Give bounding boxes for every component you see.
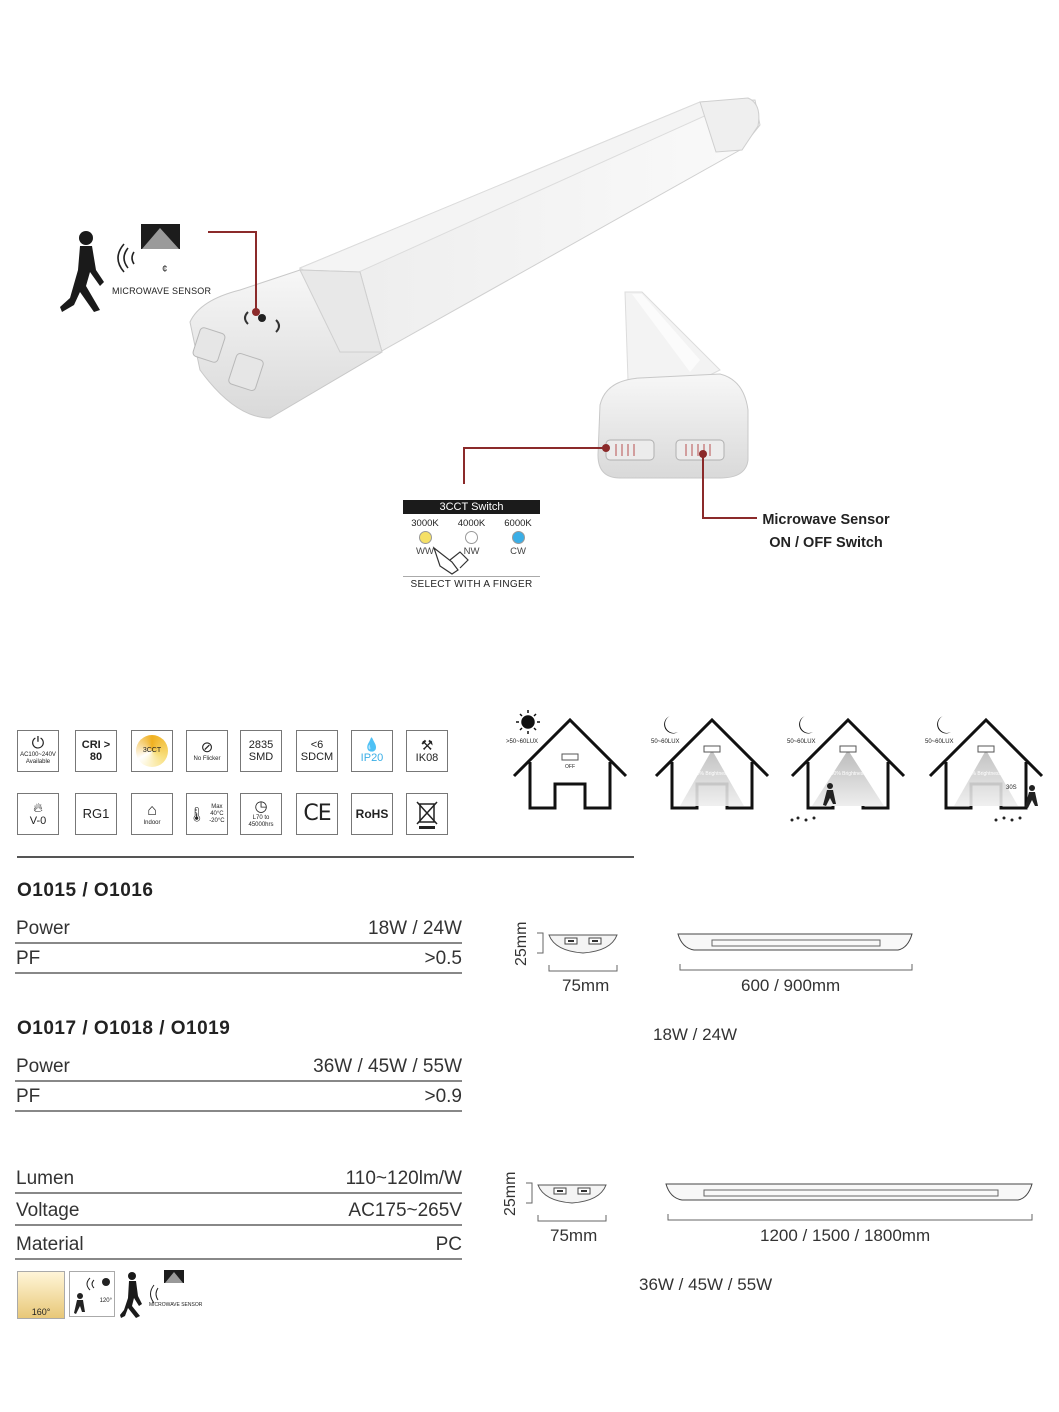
rg1-icon [75,793,117,835]
spec-value: >0.5 [424,948,462,969]
weee-icon [406,793,448,835]
spec-value: 36W / 45W / 55W [313,1056,462,1077]
ww-dot-icon [419,531,432,544]
small-cross-section [535,925,625,975]
smd-text: 2835 SMD [248,739,274,763]
cct-switch-title: 3CCT Switch [403,500,540,514]
large-height-label: 25mm [502,1171,519,1216]
cct-option-cw[interactable] [496,518,540,557]
cct-option-ww[interactable] [403,518,447,557]
sensor-cone-icon [141,224,180,249]
no-flicker-sub: No Flicker [193,755,221,762]
no-flicker-icon: ⊘ No Flicker [186,730,228,772]
scene-night-20 [656,716,768,808]
scene1-state: OFF [565,764,575,770]
scene4-brightness: 20% Brightness [966,771,1002,777]
spec-value: 18W / 24W [368,918,462,939]
microwave-switch-line2: ON / OFF Switch [769,535,883,551]
spec-row [15,942,462,974]
scene2-brightness: 20% Brightness [694,771,730,777]
cct-temp: 3000K [411,518,439,529]
spec-key: PF [16,1086,41,1107]
small-height-label: 25mm [513,921,530,966]
3cct-icon [131,730,173,772]
moon-icon [664,716,678,733]
section-divider [17,856,634,858]
spec-key: Power [16,918,70,939]
large-wattage-label: 36W / 45W / 55W [639,1275,773,1294]
sensor-dot-icon [258,314,266,322]
cct-callout-line [464,448,606,484]
cw-dot-icon [512,531,525,544]
nw-dot-icon [465,531,478,544]
spec-key: Material [16,1234,84,1255]
clock-sub: L70 to 45000hrs [248,815,274,828]
svg-text:¢: ¢ [162,264,168,275]
spec-value: 110~120lm/W [345,1168,462,1189]
sdcm-text: <6 SDCM [300,739,334,763]
scene1-lux: >50~60LUX [506,739,539,745]
power-icon: ⏻ AC100~240V Available [17,730,59,772]
scene-night-delay [930,716,1042,822]
model-group2-title: O1017 / O1018 / O1019 [17,1018,231,1039]
luminaire-end-view [598,292,748,478]
spec-value: PC [435,1234,462,1255]
microwave-switch-line1: Microwave Sensor [762,512,890,528]
microwave-switch-label [706,509,946,555]
small-side-view [676,928,916,976]
moon-icon [799,716,813,733]
large-length-label: 1200 / 1500 / 1800mm [760,1226,931,1245]
ce-icon [296,793,338,835]
model-group1-title: O1015 / O1016 [17,880,154,901]
spec-row [15,912,462,944]
spec-key: Lumen [16,1168,75,1189]
sensor-person-icon [70,1272,114,1316]
cct-switch-panel [403,500,540,557]
beam-angle-icon [17,1271,65,1319]
small-length-label: 600 / 900mm [741,976,841,995]
sensor-angle-text: 120° [99,1298,112,1304]
flame-text: V-0 [29,815,47,827]
clock-icon: ◷ L70 to 45000hrs [240,793,282,835]
small-width-label: 75mm [562,976,610,995]
indoor-sub: Indoor [143,819,161,826]
spec-value: >0.9 [424,1086,462,1107]
spec-row [15,1050,462,1082]
ip20-icon: 💧 IP20 [351,730,393,772]
3cct-text: 3CCT [136,735,168,767]
sdcm-icon [296,730,338,772]
walking-person-icon [60,231,104,312]
large-cross-section [524,1175,614,1225]
moon-icon [937,716,951,733]
microwave-sensor-small-label: MICROWAVE SENSOR [149,1302,203,1308]
scene-night-100 [791,716,905,822]
large-width-label: 75mm [550,1226,598,1245]
large-side-view [664,1178,1036,1226]
scene4-lux: 50~60LUX [925,739,954,745]
spec-key: Power [16,1056,70,1077]
ik08-icon: ⚒ IK08 [406,730,448,772]
cct-option-nw[interactable] [450,518,494,557]
rohs-icon [351,793,393,835]
power-sub: AC100~240V Available [20,752,56,765]
cri-text: CRI > 80 [81,739,111,763]
scene2-lux: 50~60LUX [651,739,680,745]
small-wattage-label: 18W / 24W [653,1025,738,1044]
thermometer-sub: Max 40°C -20°C [209,803,225,824]
spec-row [15,1228,462,1260]
microwave-sensor-small-icon [120,1268,210,1320]
spec-row [15,1194,462,1226]
thermometer-icon: 🌡︎ Max 40°C -20°C [186,793,228,835]
rg1-text: RG1 [82,806,110,821]
scene3-brightness: 100% Brightness [828,771,866,777]
scene3-lux: 50~60LUX [787,739,816,745]
spec-value: AC175~265V [348,1200,462,1221]
select-with-finger-label: SELECT WITH A FINGER [403,576,540,590]
spec-key: PF [16,948,41,969]
spec-row [15,1162,462,1194]
rohs-text: RoHS [355,807,389,821]
cri-icon [75,730,117,772]
microwave-wave-icon [118,244,134,272]
cct-code: NW [463,546,480,557]
cct-code: WW [416,546,434,557]
scene-day-off [514,710,626,808]
weee-bin-icon [414,798,440,830]
sun-icon [516,710,540,734]
spec-row [15,1080,462,1112]
spec-key: Voltage [16,1200,80,1221]
ik08-text: IK08 [415,752,439,764]
cct-temp: 4000K [457,518,486,529]
indoor-icon: ⌂ Indoor [131,793,173,835]
smd-icon [240,730,282,772]
cct-code: CW [510,546,526,557]
flame-icon: 🔥︎ V-0 [17,793,59,835]
sensor-angle-icon [69,1271,115,1317]
ce-text: CE [303,801,331,826]
ip20-text: IP20 [360,752,384,764]
microwave-sensor-label: MICROWAVE SENSOR [112,286,212,296]
cct-temp: 6000K [504,518,532,529]
scene4-delay: 30S [1006,785,1017,791]
beam-angle-text: 160° [31,1307,51,1317]
